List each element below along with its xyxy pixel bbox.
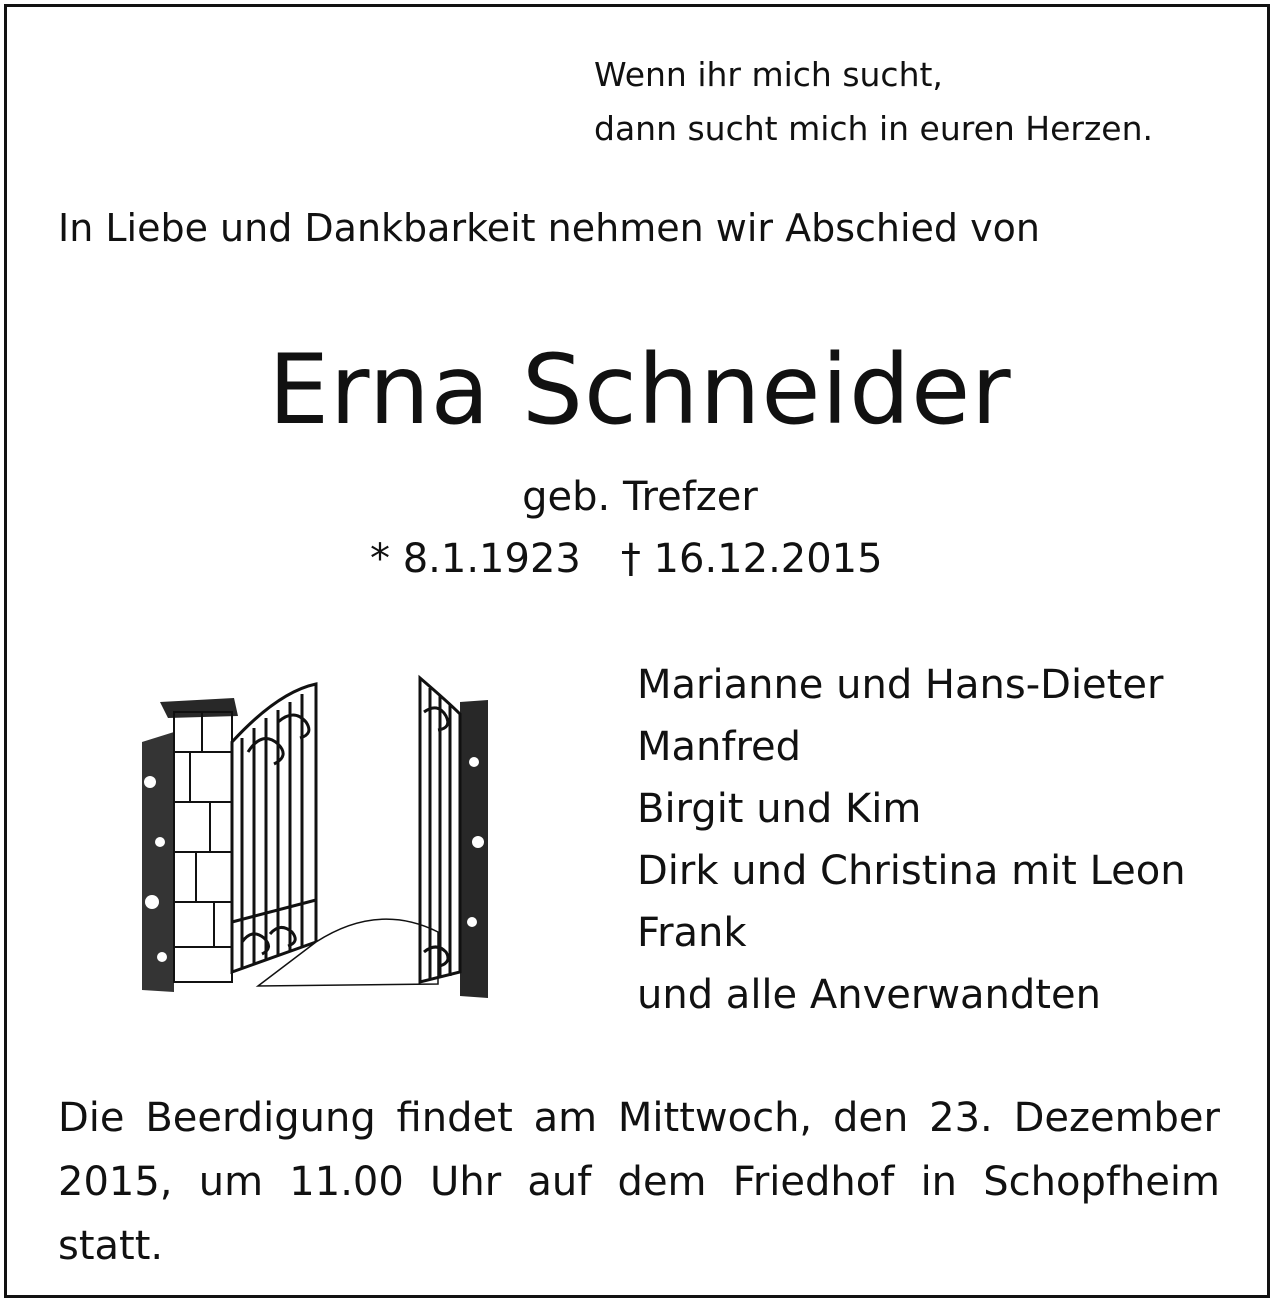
mourner-line: Dirk und Christina mit Leon: [637, 848, 1186, 894]
maiden-name: geb. Trefzer: [522, 474, 758, 520]
mourner-line: Frank: [637, 910, 747, 956]
life-dates: [370, 532, 883, 586]
funeral-notice: Die Beerdigung findet am Mittwoch, den 23. Dezember 2015, um 11.00 Uhr auf dem Friedhof in Schopfheim statt.: [58, 1095, 1220, 1269]
birth-date: * 8.1.1923: [370, 536, 581, 582]
mourners-list: [637, 654, 1186, 1026]
quote-line-1: Wenn ihr mich sucht,: [594, 55, 943, 94]
mourner-line: und alle Anverwandten: [637, 972, 1101, 1018]
open-garden-gate-icon: [138, 672, 492, 1002]
mourner-line: Marianne und Hans-Dieter: [637, 662, 1164, 708]
mourner-line: Manfred: [637, 724, 802, 770]
memorial-quote: [594, 48, 1153, 156]
deceased-name: Erna Schneider: [268, 334, 1012, 446]
death-date: † 16.12.2015: [620, 536, 883, 582]
quote-line-2: dann sucht mich in euren Herzen.: [594, 109, 1154, 148]
mourner-line: Birgit und Kim: [637, 786, 922, 832]
farewell-intro: In Liebe und Dankbarkeit nehmen wir Abschied von: [58, 206, 1040, 250]
